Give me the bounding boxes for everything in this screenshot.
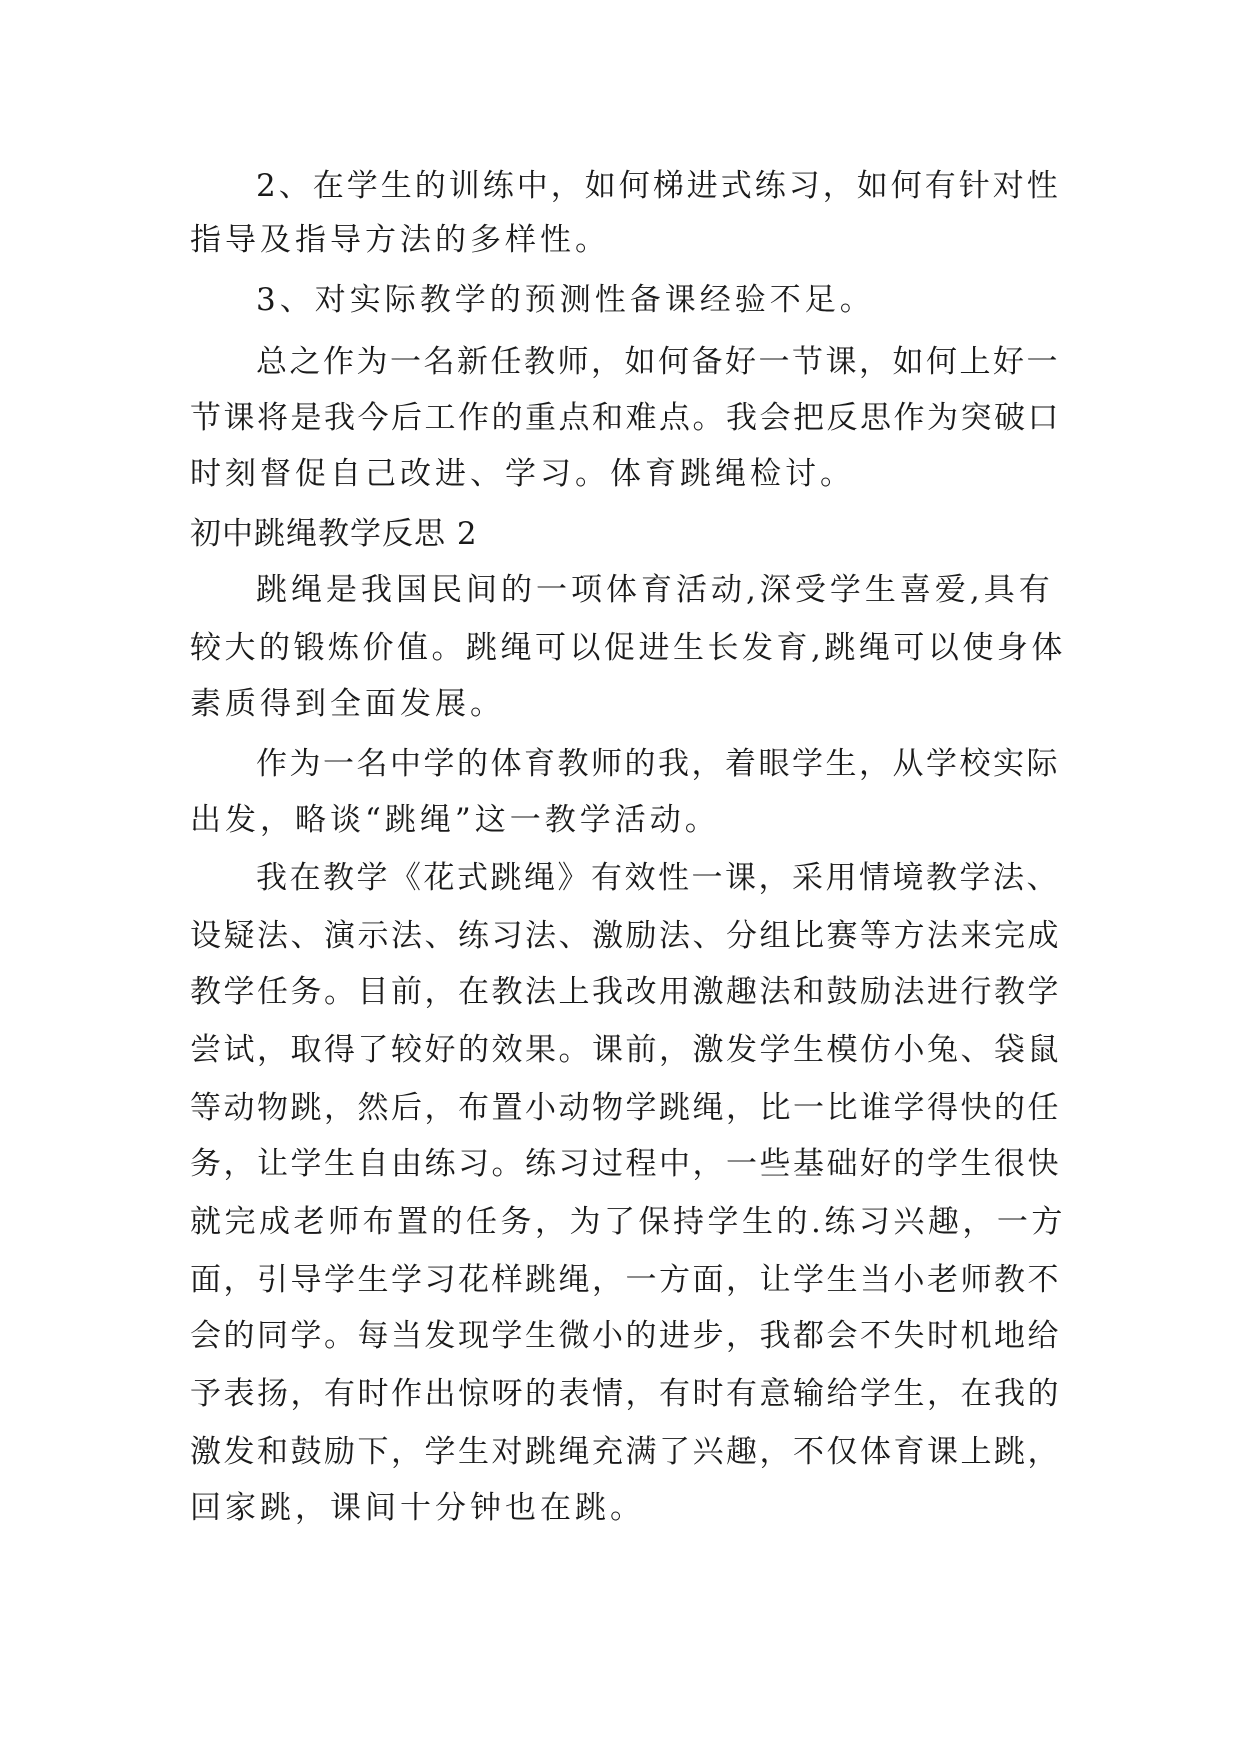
text-line: 激发和鼓励下，学生对跳绳充满了兴趣，不仅体育课上跳， [190,1434,1061,1470]
text-line: 尝试，取得了较好的效果。课前，激发学生模仿小兔、袋鼠 [190,1032,1061,1068]
text-line: 节课将是我今后工作的重点和难点。我会把反思作为突破口 [190,400,1061,436]
text-line: 我在教学《花式跳绳》有效性一课，采用情境教学法、 [256,860,1060,896]
text-line: 素质得到全面发展。 [190,686,505,722]
text-line: 较大的锻炼价值。跳绳可以促进生长发育,跳绳可以使身体 [190,630,1066,666]
text-line: 教学任务。目前，在教法上我改用激趣法和鼓励法进行教学 [190,974,1061,1010]
text-line: 会的同学。每当发现学生微小的进步，我都会不失时机地给 [190,1318,1061,1354]
text-line: 回家跳，课间十分钟也在跳。 [190,1490,645,1526]
text-line: 时刻督促自己改进、学习。体育跳绳检讨。 [190,456,855,492]
text-line: 面，引导学生学习花样跳绳，一方面，让学生当小老师教不 [190,1262,1061,1298]
text-line: 3、对实际教学的预测性备课经验不足。 [256,282,875,318]
text-line: 指导及指导方法的多样性。 [190,222,610,258]
text-line: 予表扬，有时作出惊呀的表情，有时有意输给学生，在我的 [190,1376,1061,1412]
text-line: 设疑法、演示法、练习法、激励法、分组比赛等方法来完成 [190,918,1061,954]
text-line: 务，让学生自由练习。练习过程中，一些基础好的学生很快 [190,1146,1061,1182]
text-line: 就完成老师布置的任务，为了保持学生的.练习兴趣，一方 [190,1204,1066,1240]
text-line: 总之作为一名新任教师，如何备好一节课，如何上好一 [256,344,1060,380]
text-line: 作为一名中学的体育教师的我，着眼学生，从学校实际 [256,746,1060,782]
text-line: 等动物跳，然后，布置小动物学跳绳，比一比谁学得快的任 [190,1090,1061,1126]
text-line: 出发，略谈“跳绳”这一教学活动。 [190,802,720,838]
text-line: 跳绳是我国民间的一项体育活动,深受学生喜爱,具有 [256,572,1054,608]
text-line: 2、在学生的训练中，如何梯进式练习，如何有针对性 [256,168,1061,204]
section-heading: 初中跳绳教学反思 2 [190,516,478,552]
